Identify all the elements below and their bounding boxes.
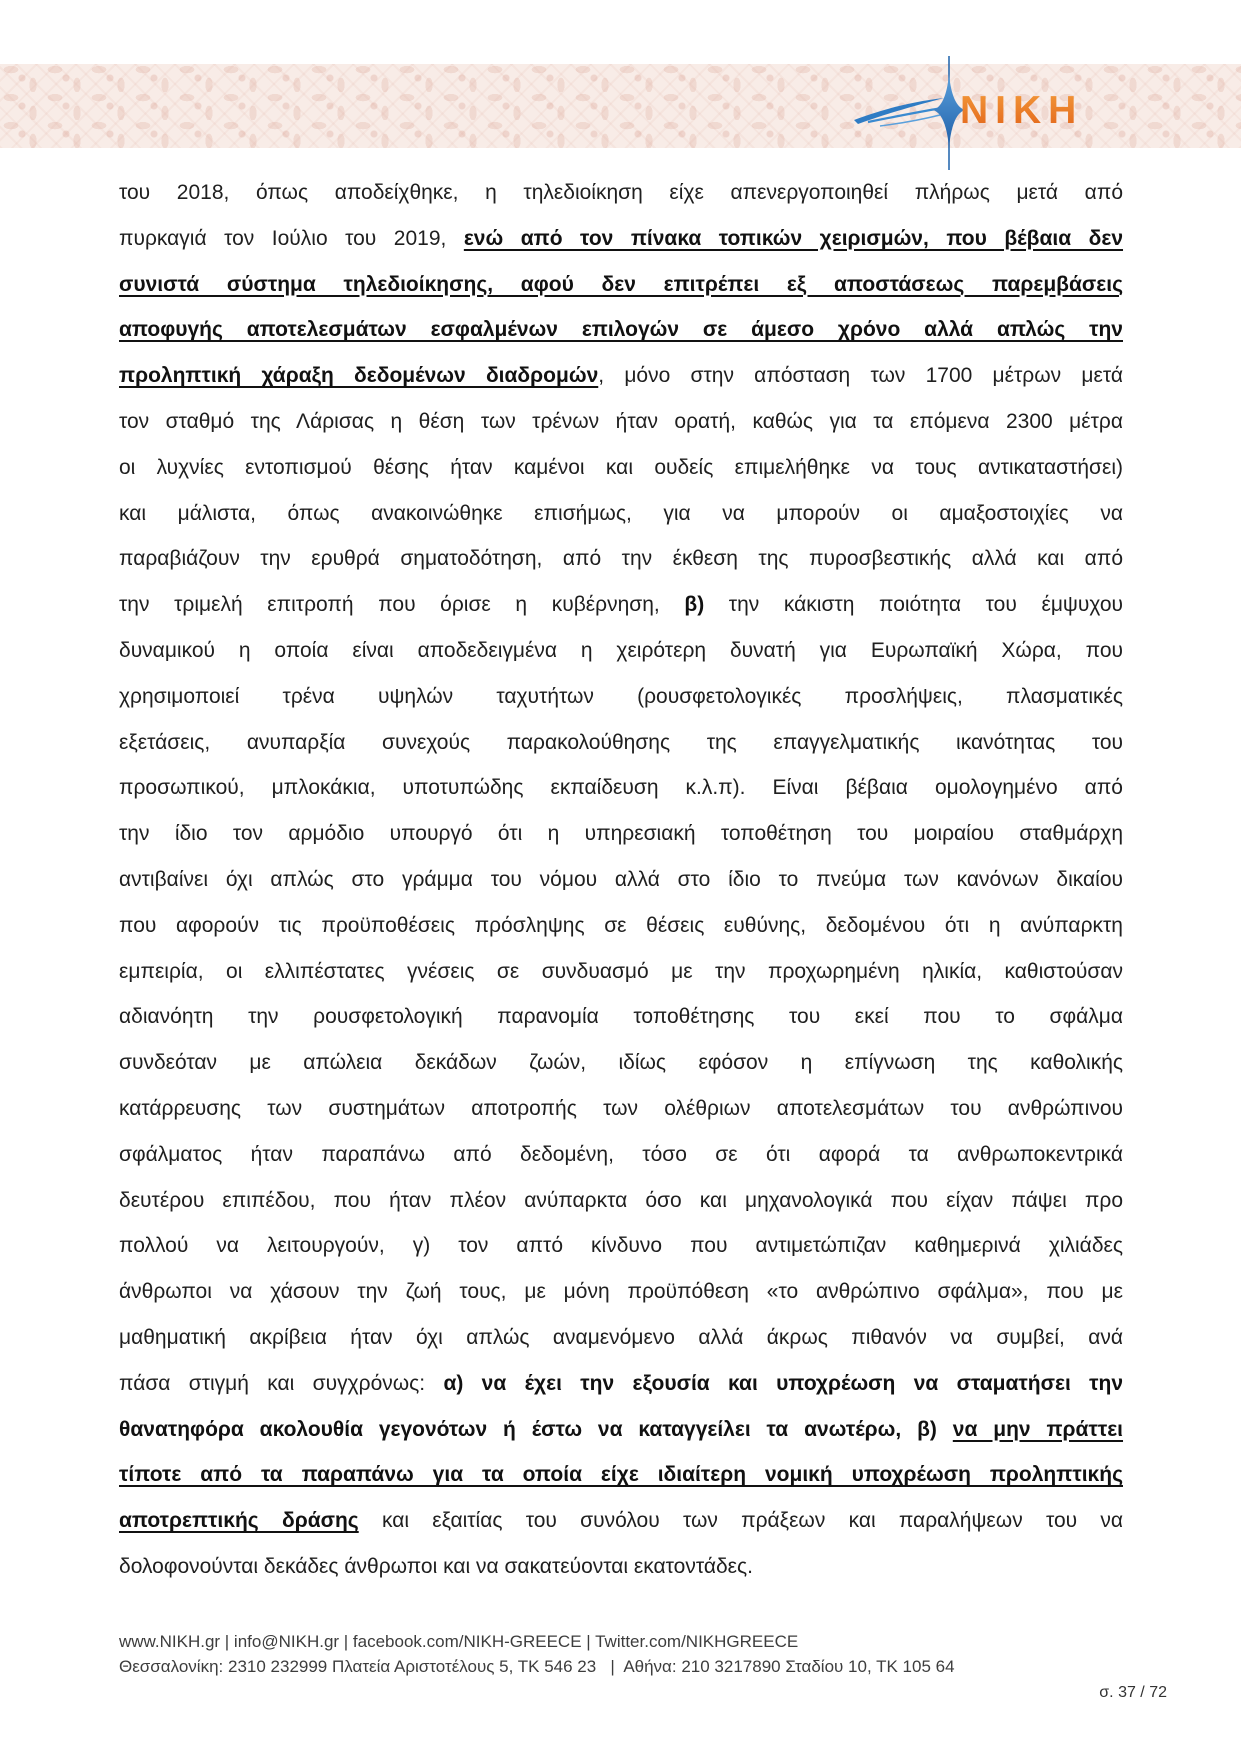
text-segment: σφάλματος ήταν παραπάνω από δεδομένη, τόσο σε ότι αφορά τα ανθρωποκεντρικά xyxy=(119,1142,1123,1166)
text-segment: προσωπικού, μπλοκάκια, υποτυπώδης εκπαίδευση κ.λ.π). Είναι βέβαια ομολογημένο από xyxy=(119,776,1123,800)
text-line xyxy=(119,857,1123,903)
text-line xyxy=(119,353,1123,399)
text-segment: αντιβαίνει όχι απλώς στο γράμμα του νόμου αλλά στο ίδιο το πνεύμα των κανόνων δικαίου xyxy=(119,867,1123,891)
swoosh-icon xyxy=(854,98,944,126)
text-line xyxy=(119,399,1123,445)
emphasized-text-segment: να μην πράττει xyxy=(952,1417,1124,1441)
text-segment: δευτέρου επιπέδου, που ήταν πλέον ανύπαρκτα όσο και μηχανολογικά που είχαν πάψει προ xyxy=(119,1188,1123,1212)
text-line xyxy=(119,1315,1123,1361)
text-line xyxy=(119,491,1123,537)
text-line xyxy=(119,674,1123,720)
emphasized-text-segment: συνιστά σύστημα τηλεδιοίκησης, αφού δεν επιτρέπει εξ αποστάσεως παρεμβάσεις xyxy=(119,272,1123,296)
text-line xyxy=(119,445,1123,491)
text-segment: παραβιάζουν την ερυθρά σηματοδότηση, από την έκθεση της πυροσβεστικής αλλά και από xyxy=(119,547,1123,571)
emphasized-text-segment: β) xyxy=(684,593,705,617)
text-line xyxy=(119,1040,1123,1086)
text-segment: την τριμελή επιτροπή που όρισε η κυβέρνηση, xyxy=(119,593,685,617)
text-segment: δυναμικού η οποία είναι αποδεδειγμένα η χειρότερη δυνατή για Ευρωπαϊκή Χώρα, που xyxy=(119,638,1123,662)
text-segment: του 2018, όπως αποδείχθηκε, η τηλεδιοίκηση είχε απενεργοποιηθεί πλήρως μετά από xyxy=(119,181,1123,204)
text-line xyxy=(119,994,1123,1040)
text-segment: χρησιμοποιεί τρένα υψηλών ταχυτήτων (ρουσφετολογικές προσλήψεις, πλασματικές xyxy=(119,684,1123,708)
text-line xyxy=(119,1086,1123,1132)
text-line xyxy=(119,628,1123,674)
text-line xyxy=(119,536,1123,582)
emphasized-text-segment: ενώ από τον πίνακα τοπικών χειρισμών, που βέβαια δεν xyxy=(463,226,1124,250)
text-line xyxy=(119,903,1123,949)
text-segment: που αφορούν τις προϋποθέσεις πρόσληψης σε θέσεις ευθύνης, δεδομένου ότι η ανύπαρκτη xyxy=(119,913,1123,937)
text-segment: άνθρωποι να χάσουν την ζωή τους, με μόνη προϋπόθεση «το ανθρώπινο σφάλμα», που με xyxy=(119,1280,1123,1304)
text-segment: δολοφονούνται δεκάδες άνθρωποι και να σακατεύονται εκατοντάδες. xyxy=(119,1554,753,1578)
footer-contact-line: www.NIKH.gr | info@NIKH.gr | facebook.com/NIKH-GREECE | Twitter.com/NIKHGREECE xyxy=(119,1632,799,1651)
text-line xyxy=(119,1269,1123,1315)
text-line xyxy=(119,1361,1123,1407)
text-line xyxy=(119,1178,1123,1224)
text-line xyxy=(119,949,1123,995)
emphasized-text-segment: α) να έχει την εξουσία και υποχρέωση να σταματήσει την xyxy=(443,1371,1124,1395)
text-segment: πυρκαγιά τον Ιούλιο του 2019, xyxy=(119,226,464,250)
page-number: σ. 37 / 72 xyxy=(1099,1684,1167,1701)
text-segment: εμπειρία, οι ελλιπέστατες γνέσεις σε συνδυασμό με την προχωρημένη ηλικία, καθιστούσαν xyxy=(119,959,1123,983)
text-segment: εξετάσεις, ανυπαρξία συνεχούς παρακολούθησης της επαγγελματικής ικανότητας του xyxy=(119,730,1123,754)
emphasized-text-segment: αποφυγής αποτελεσμάτων εσφαλμένων επιλογών σε άμεσο χρόνο αλλά απλώς την xyxy=(119,318,1123,342)
text-segment: τον σταθμό της Λάρισας η θέση των τρένων ήταν ορατή, καθώς για τα επόμενα 2300 μέτρα xyxy=(119,409,1123,433)
text-line xyxy=(119,811,1123,857)
brand-logo xyxy=(848,52,1088,177)
text-line xyxy=(119,1132,1123,1178)
text-line xyxy=(119,1452,1123,1498)
text-segment: και μάλιστα, όπως ανακοινώθηκε επισήμως, για να μπορούν οι αμαξοστοιχίες να xyxy=(119,501,1123,525)
logo-text: NIKH xyxy=(960,89,1084,132)
emphasized-text-segment: προληπτική χάραξη δεδομένων διαδρομών xyxy=(119,364,599,388)
emphasized-text-segment: αποτρεπτικής δράσης xyxy=(119,1509,359,1533)
text-segment: και εξαιτίας του συνόλου των πράξεων και παραλήψεων του να xyxy=(358,1509,1123,1533)
text-line xyxy=(119,1498,1123,1544)
document-body xyxy=(119,170,1123,1590)
text-segment: συνδεόταν με απώλεια δεκάδων ζωών, ιδίως εφόσον η επίγνωση της καθολικής xyxy=(119,1051,1123,1075)
text-line xyxy=(119,216,1123,262)
emphasized-text-segment: τίποτε από τα παραπάνω για τα οποία είχε ιδιαίτερη νομική υποχρέωση προληπτικής xyxy=(119,1463,1123,1487)
text-segment: πολλού να λειτουργούν, γ) τον απτό κίνδυνο που αντιμετώπιζαν καθημερινά χιλιάδες xyxy=(119,1234,1123,1258)
text-segment: μαθηματική ακρίβεια ήταν όχι απλώς αναμενόμενο αλλά άκρως πιθανόν να συμβεί, ανά xyxy=(119,1325,1123,1349)
text-segment: την κάκιστη ποιότητα του έμψυχου xyxy=(704,593,1123,617)
emphasized-text-segment: θανατηφόρα ακολουθία γεγονότων ή έστω να καταγγείλει τα ανωτέρω, β) xyxy=(119,1417,953,1441)
text-line xyxy=(119,1223,1123,1269)
footer-address-line: Θεσσαλονίκη: 2310 232999 Πλατεία Αριστοτέλους 5, ΤΚ 546 23 | Αθήνα: 210 3217890 Σταδίου 10, ΤΚ 105 64 xyxy=(119,1657,955,1676)
text-line xyxy=(119,765,1123,811)
text-line xyxy=(119,262,1123,308)
text-segment: κατάρρευσης των συστημάτων αποτροπής των ολέθριων αποτελεσμάτων του ανθρώπινου xyxy=(119,1096,1123,1120)
text-segment: , μόνο στην απόσταση των 1700 μέτρων μετά xyxy=(598,364,1123,388)
text-line xyxy=(119,720,1123,766)
text-line xyxy=(119,307,1123,353)
text-segment: αδιανόητη την ρουσφετολογική παρανομία τοποθέτησης του εκεί που το σφάλμα xyxy=(119,1005,1123,1029)
text-line xyxy=(119,1407,1123,1453)
text-segment: πάσα στιγμή και συγχρόνως: xyxy=(119,1371,444,1395)
text-line xyxy=(119,582,1123,628)
text-segment: την ίδιο τον αρμόδιο υπουργό ότι η υπηρεσιακή τοποθέτηση του μοιραίου σταθμάρχη xyxy=(119,822,1123,846)
text-segment: οι λυχνίες εντοπισμού θέσης ήταν καμένοι και ουδείς επιμελήθηκε να τους αντικαταστήσει) xyxy=(119,455,1123,479)
text-line xyxy=(119,1544,1123,1590)
text-line xyxy=(119,170,1123,216)
